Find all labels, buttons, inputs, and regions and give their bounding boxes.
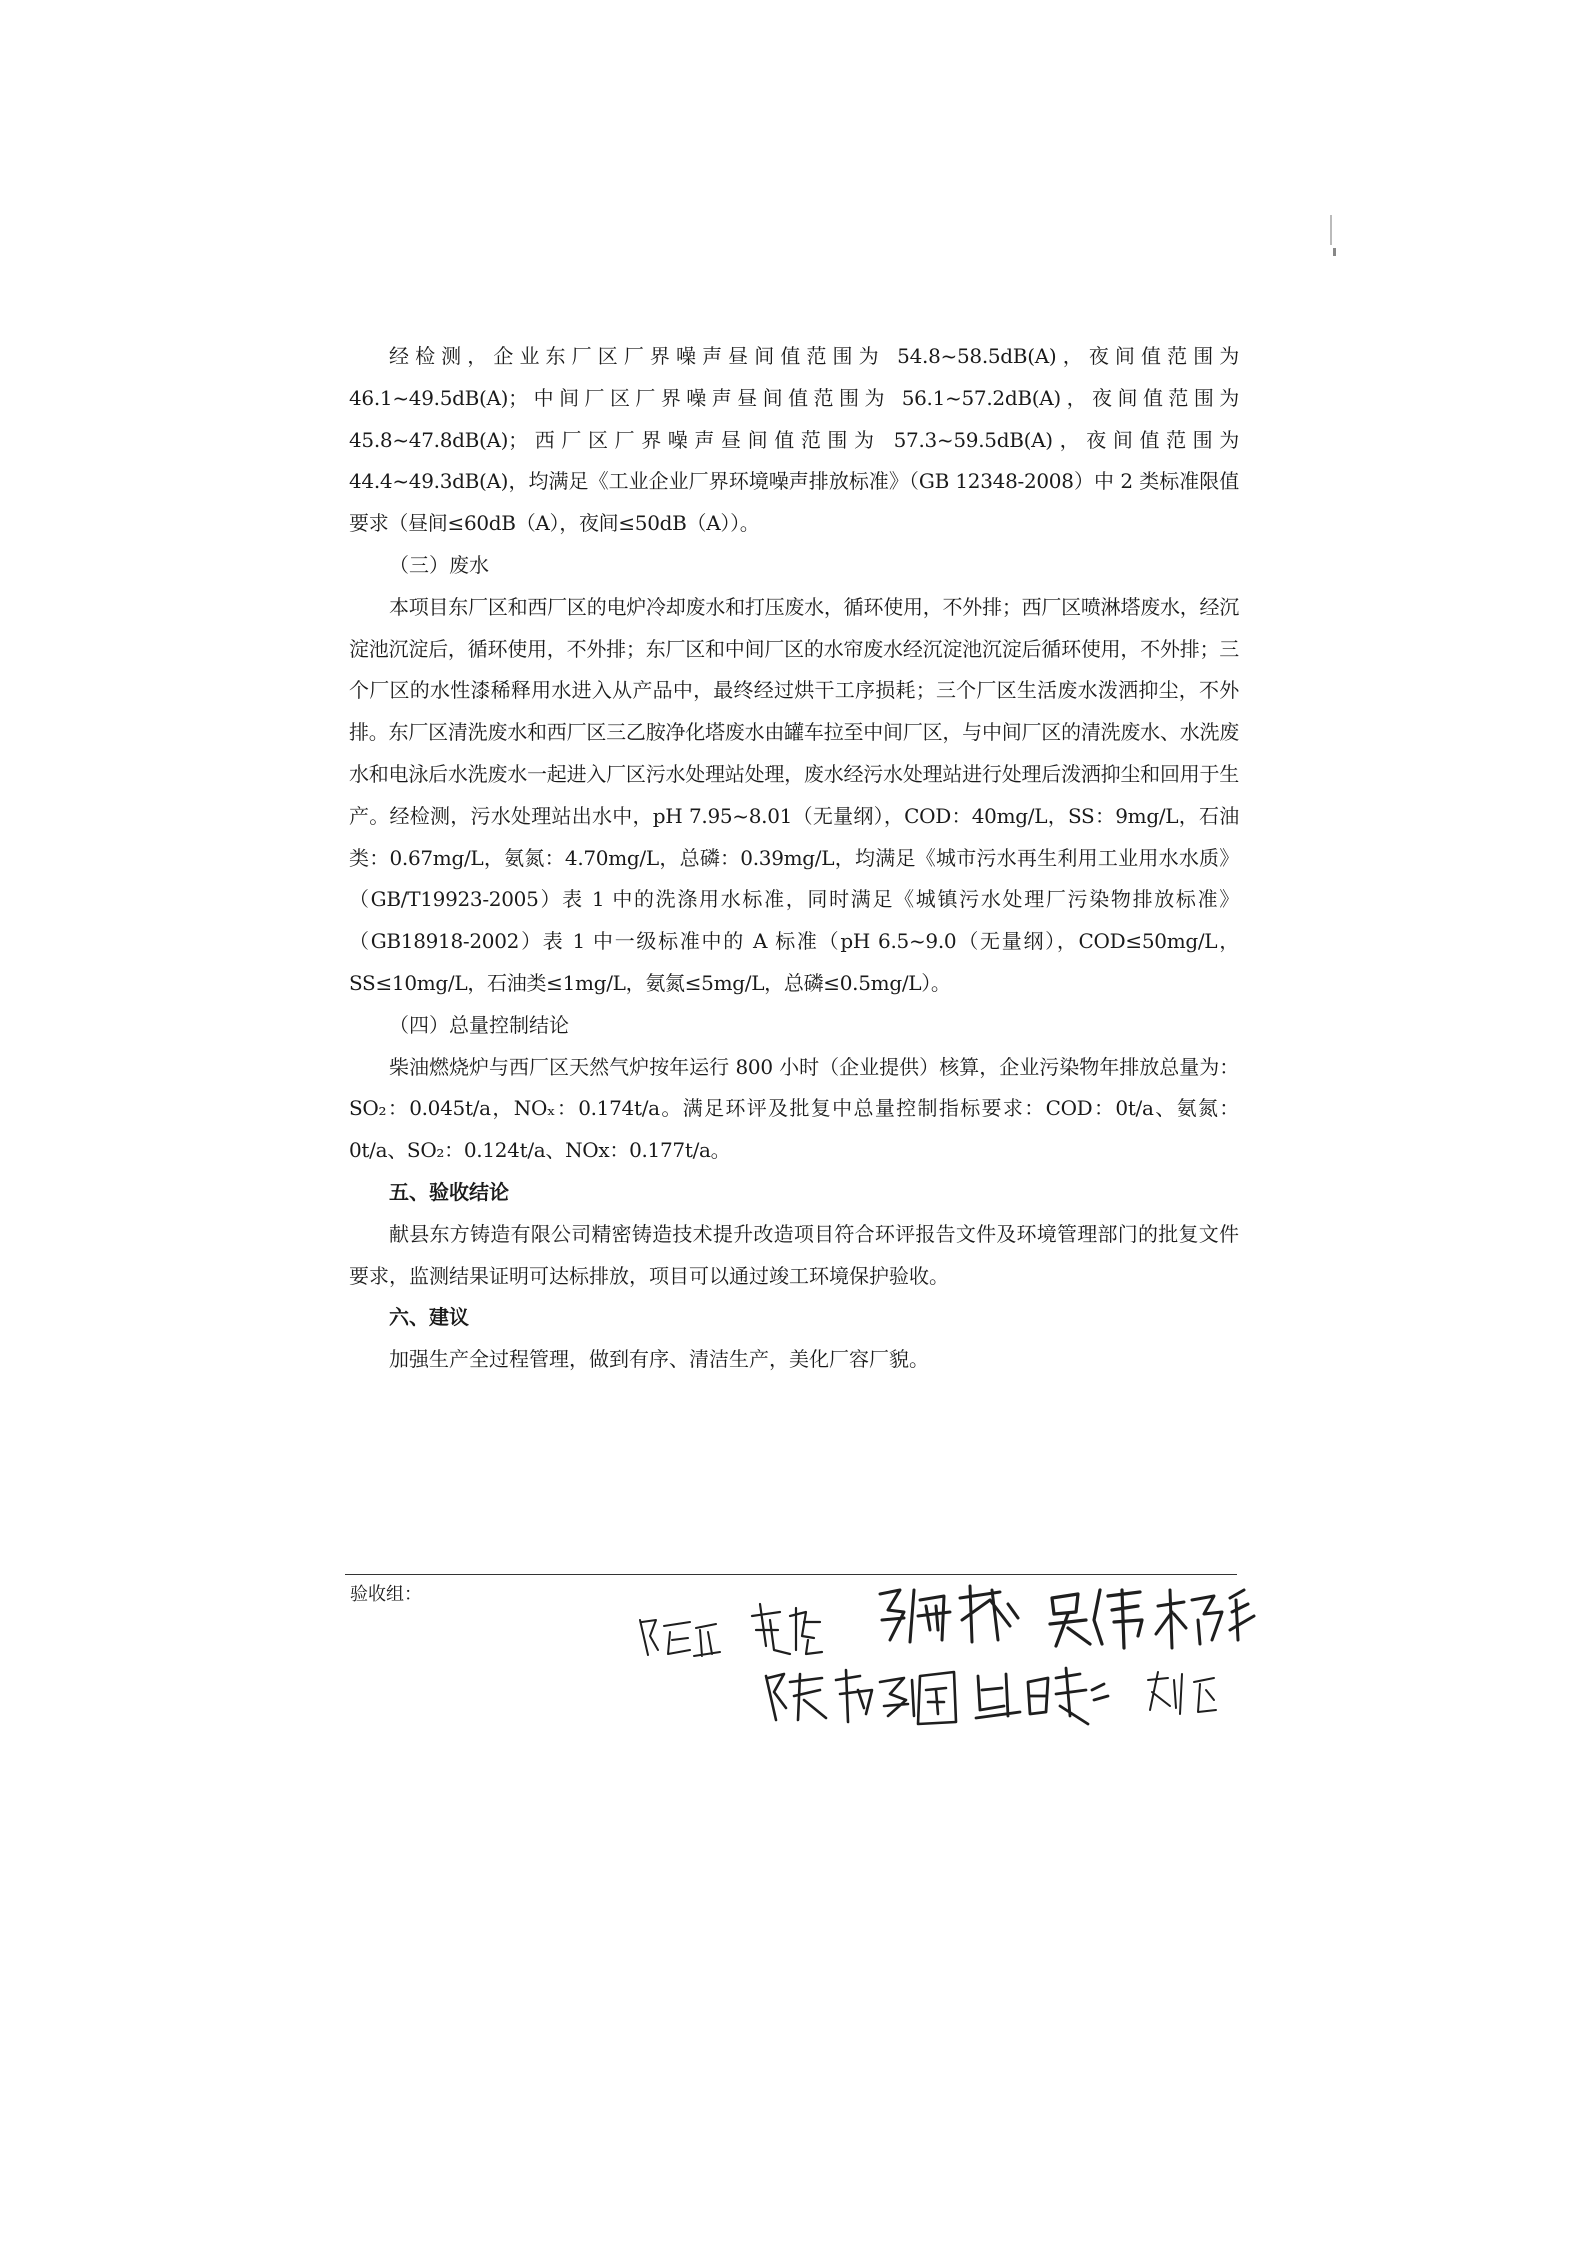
signature-7 xyxy=(880,1672,956,1724)
paragraph-total-control: 柴油燃烧炉与西厂区天然气炉按年运行 800 小时（企业提供）核算，企业污染物年排放总量为：SO₂：0.045t/a，NOₓ：0.174t/a。满足环评及批复中总量控制指标要求：COD：0t/a、氨氮：0t/a、SO₂：0.124t/a、NOx：0.177t/a。 xyxy=(349,1054,1239,1163)
paragraph-noise-results: 经检测，企业东厂区厂界噪声昼间值范围为 54.8~58.5dB(A)，夜间值范围为 46.1~49.5dB(A)；中间厂区厂界噪声昼间值范围为 56.1~57.2dB(A)，夜间值范围为 45.8~47.8dB(A)；西厂区厂界噪声昼间值范围为 57.3~59.5dB(A)，夜间值范围为 44.4~49.3dB(A)，均满足《工业企业厂界环境噪声排放标准》（GB 12348-2008）中 2 类标准限值要求（昼间≤60dB（A），夜间≤50dB（A））。 xyxy=(349,344,1239,536)
heading-wastewater: （三）废水 xyxy=(389,552,489,577)
heading-suggestions: 六、建议 xyxy=(389,1305,469,1330)
paragraph-suggestions: 加强生产全过程管理，做到有序、清洁生产，美化厂容厂貌。 xyxy=(389,1347,929,1372)
signature-1 xyxy=(640,1620,720,1656)
signature-3 xyxy=(880,1586,1018,1642)
signature-2 xyxy=(752,1604,822,1654)
paragraph-wastewater: 本项目东厂区和西厂区的电炉冷却废水和打压废水，循环使用，不外排；西厂区喷淋塔废水，经沉淀池沉淀后，循环使用，不外排；东厂区和中间厂区的水帘废水经沉淀池沉淀后循环使用，不外排；三个厂区的水性漆稀释用水进入从产品中，最终经过烘干工序损耗；三个厂区生活废水泼洒抑尘，不外排。东厂区清洗废水和西厂区三乙胺净化塔废水由罐车拉至中间厂区，与中间厂区的清洗废水、水洗废水和电泳后水洗废水一起进入厂区污水处理站处理，废水经污水处理站进行处理后泼洒抑尘和回用于生产。经检测，污水处理站出水中，pH 7.95~8.01（无量纲），COD：40mg/L，SS：9mg/L，石油类：0.67mg/L，氨氮：4.70mg/L，总磷：0.39mg/L，均满足《城市污水再生利用工业用水水质》（GB/T19923-2005）表 1 中的洗涤用水标准，同时满足《城镇污水处理厂污染物排放标准》（GB18918-2002）表 1 中一级标准中的 A 标准（pH 6.5~9.0（无量纲），COD≤50mg/L，SS≤10mg/L，石油类≤1mg/L，氨氮≤5mg/L，总磷≤0.5mg/L）。 xyxy=(349,594,1239,995)
acceptance-group-label: 验收组： xyxy=(350,1584,422,1605)
signature-8 xyxy=(976,1668,1108,1724)
signature-6 xyxy=(766,1670,872,1722)
signature-4 xyxy=(1050,1590,1142,1648)
heading-total-control: （四）总量控制结论 xyxy=(389,1012,569,1037)
paragraph-acceptance-conclusion: 献县东方铸造有限公司精密铸造技术提升改造项目符合环评报告文件及环境管理部门的批复文件要求，监测结果证明可达标排放，项目可以通过竣工环境保护验收。 xyxy=(349,1221,1239,1288)
signature-5 xyxy=(1156,1590,1254,1648)
signature-9 xyxy=(1148,1672,1216,1714)
heading-acceptance-conclusion: 五、验收结论 xyxy=(389,1179,509,1204)
